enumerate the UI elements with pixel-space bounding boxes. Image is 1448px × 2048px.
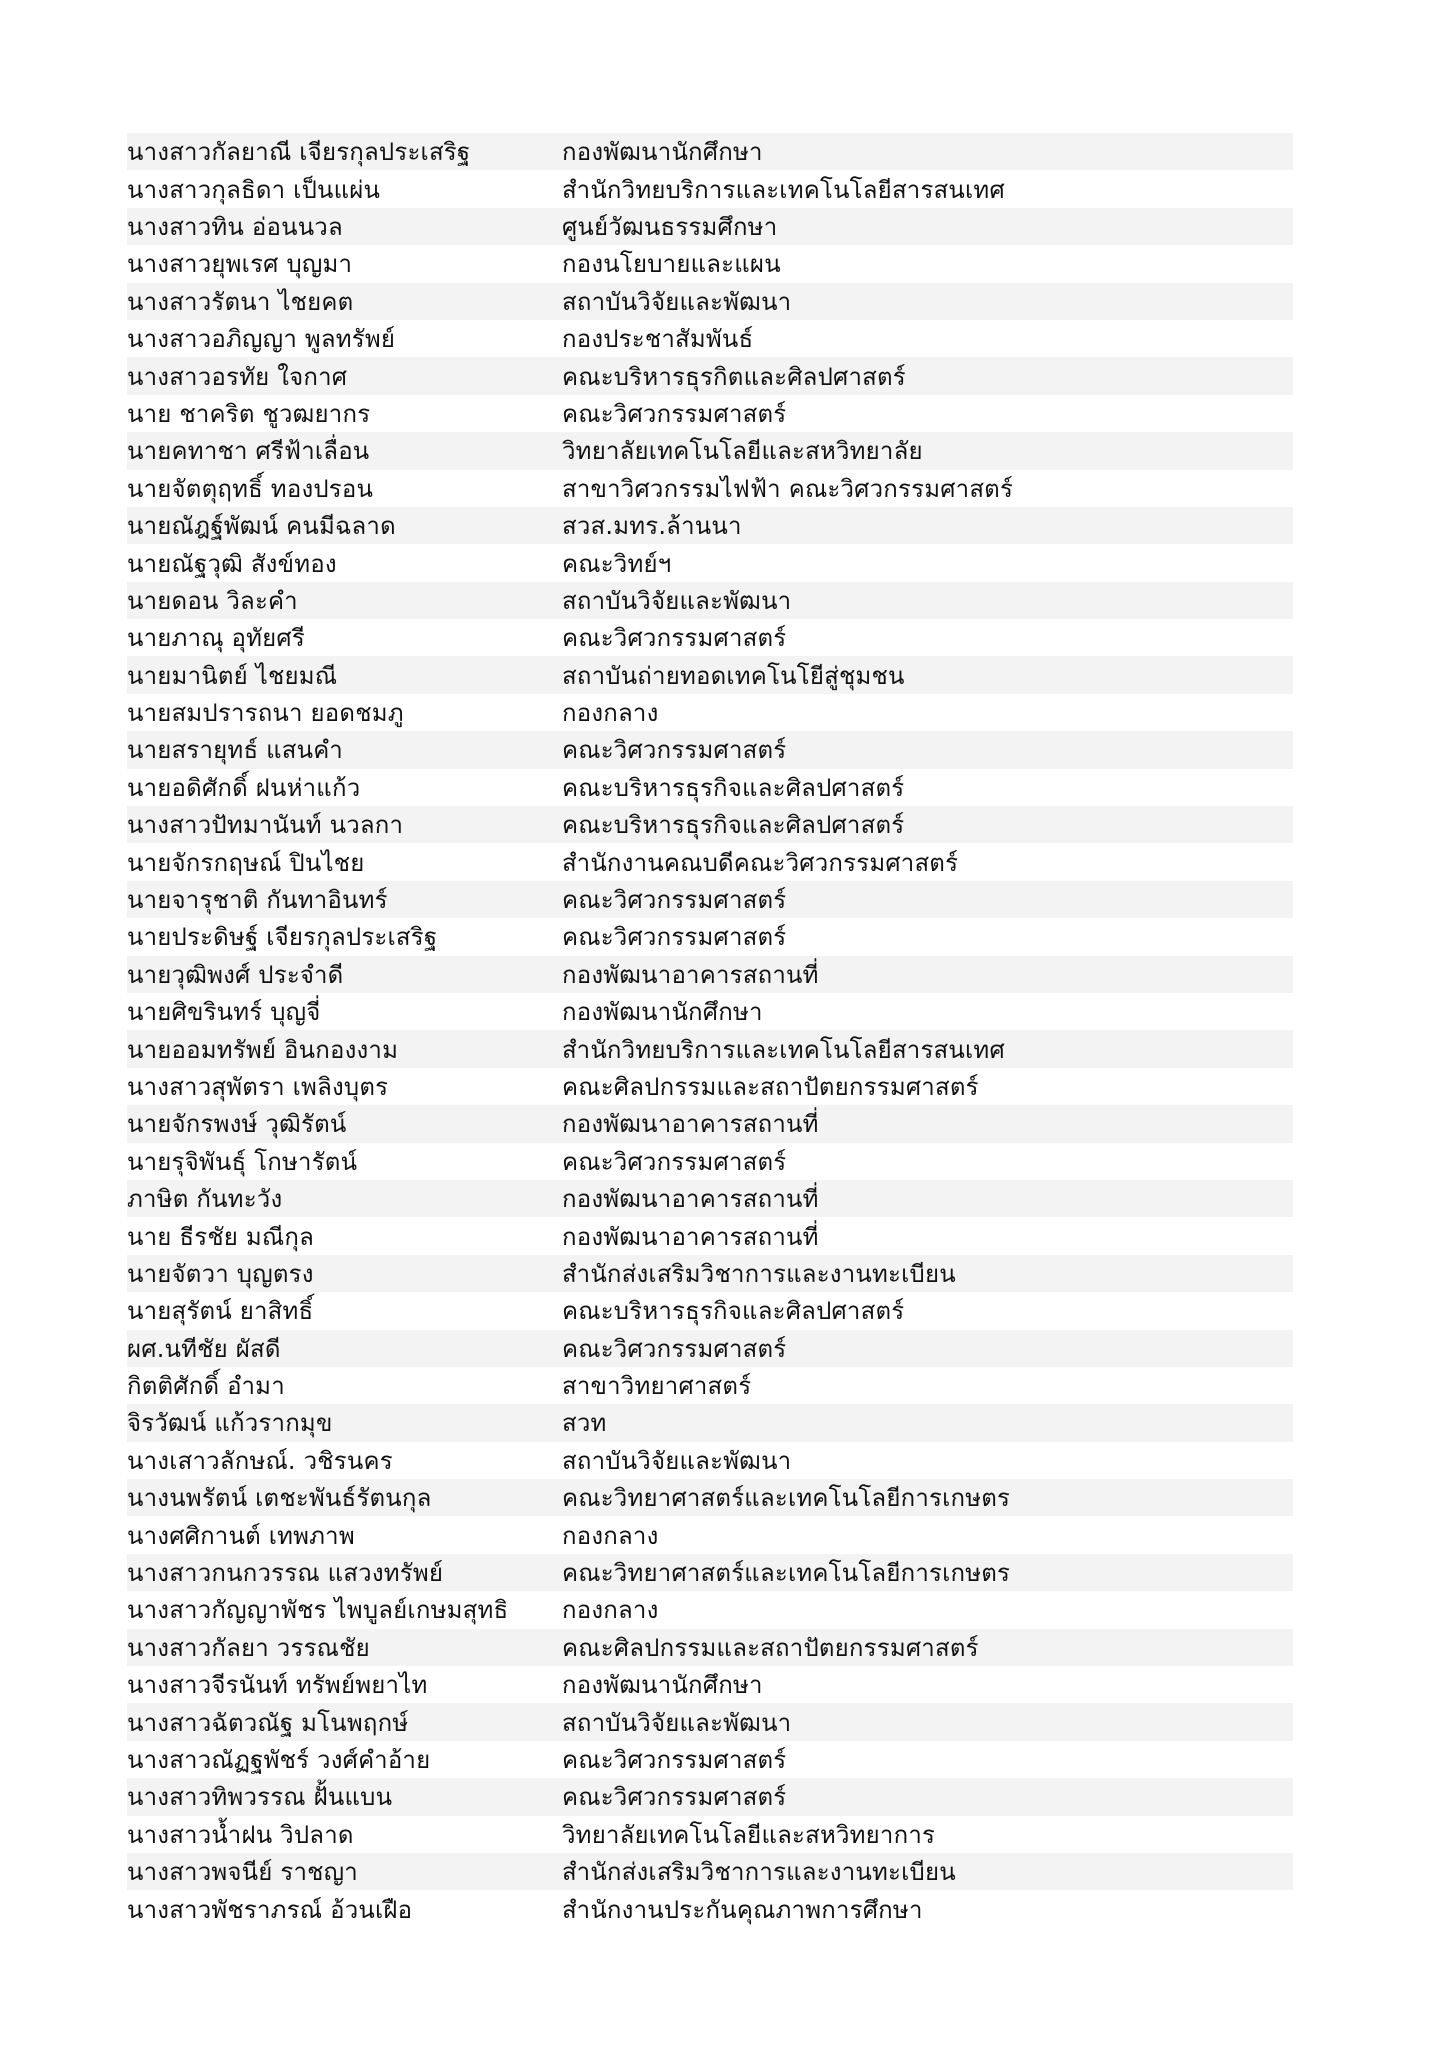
participant-list bbox=[127, 133, 1293, 1928]
affiliation: คณะวิศวกรรมศาสตร์ bbox=[562, 736, 787, 765]
affiliation: กองนโยบายและแผน bbox=[562, 250, 781, 279]
person-name: นายจักรกฤษณ์ ปินไชย bbox=[127, 848, 365, 877]
person-name: ผศ.นทีชัย ผัสดี bbox=[127, 1334, 281, 1363]
person-name: นายสมปรารถนา ยอดชมภู bbox=[127, 699, 404, 728]
affiliation: กองกลาง bbox=[562, 1521, 659, 1550]
list-row bbox=[127, 1330, 1293, 1367]
person-name: นางสาวกัลยาณี เจียรกุลประเสริฐ bbox=[127, 138, 471, 167]
list-row bbox=[127, 1442, 1293, 1479]
list-row bbox=[127, 881, 1293, 918]
affiliation: คณะวิทย์ฯ bbox=[562, 549, 672, 578]
list-row bbox=[127, 320, 1293, 357]
person-name: นางสาวณัฏฐพัชร์ วงศ์คำอ้าย bbox=[127, 1746, 431, 1774]
list-row bbox=[127, 1554, 1293, 1591]
person-name: นายณัฎฐ์พัฒน์ คนมีฉลาด bbox=[127, 512, 396, 541]
affiliation: วิทยาลัยเทคโนโลยีและสหวิทยาการ bbox=[562, 1820, 936, 1849]
affiliation: สถาบันวิจัยและพัฒนา bbox=[562, 586, 792, 615]
person-name: นายออมทรัพย์ อินกองงาม bbox=[127, 1035, 399, 1064]
list-row bbox=[127, 1778, 1293, 1815]
affiliation: กองพัฒนานักศึกษา bbox=[562, 1671, 763, 1700]
affiliation: กองพัฒนาอาคารสถานที่ bbox=[562, 960, 819, 989]
list-row bbox=[127, 1591, 1293, 1628]
affiliation: สำนักวิทยบริการและเทคโนโลยีสารสนเทศ bbox=[562, 175, 1005, 204]
affiliation: คณะวิศวกรรมศาสตร์ bbox=[562, 1746, 787, 1774]
person-name: นายรุจิพันธุ์ โกษารัตน์ bbox=[127, 1147, 358, 1176]
list-row bbox=[127, 918, 1293, 955]
affiliation: คณะวิทยาศาสตร์และเทคโนโลยีการเกษตร bbox=[562, 1559, 1011, 1588]
person-name: นางสาวน้ำฝน วิปลาด bbox=[127, 1820, 354, 1849]
list-row bbox=[127, 170, 1293, 207]
list-row bbox=[127, 769, 1293, 806]
person-name: นายศิขรินทร์ บุญจี่ bbox=[127, 998, 321, 1027]
affiliation: สำนักงานประกันคุณภาพการศึกษา bbox=[562, 1895, 923, 1924]
person-name: นางสาวกนกวรรณ แสวงทรัพย์ bbox=[127, 1559, 444, 1588]
affiliation: กองกลาง bbox=[562, 699, 659, 728]
list-row bbox=[127, 656, 1293, 693]
affiliation: กองพัฒนานักศึกษา bbox=[562, 998, 763, 1027]
affiliation: วิทยาลัยเทคโนโลยีและสหวิทยาลัย bbox=[562, 437, 923, 466]
affiliation: คณะบริหารธุรกิจและศิลปศาสตร์ bbox=[562, 1297, 905, 1326]
person-name: นายดอน วิละคำ bbox=[127, 586, 298, 615]
list-row bbox=[127, 956, 1293, 993]
person-name: นายวุฒิพงศ์ ประจำดี bbox=[127, 960, 344, 989]
affiliation: คณะวิศวกรรมศาสตร์ bbox=[562, 1147, 787, 1176]
list-row bbox=[127, 1255, 1293, 1292]
affiliation: สถาบันถ่ายทอดเทคโนโยีสู่ชุมชน bbox=[562, 661, 905, 690]
affiliation: กองพัฒนาอาคารสถานที่ bbox=[562, 1185, 819, 1214]
list-row bbox=[127, 1741, 1293, 1778]
list-row bbox=[127, 507, 1293, 544]
list-row bbox=[127, 843, 1293, 880]
affiliation: สวท bbox=[562, 1409, 607, 1438]
list-row bbox=[127, 208, 1293, 245]
person-name: นายคทาชา ศรีฟ้าเลื่อน bbox=[127, 437, 370, 466]
affiliation: คณะศิลปกรรมและสถาปัตยกรรมศาสตร์ bbox=[562, 1072, 979, 1101]
list-row bbox=[127, 133, 1293, 170]
affiliation: คณะบริหารธุรกิจและศิลปศาสตร์ bbox=[562, 773, 905, 802]
list-row bbox=[127, 470, 1293, 507]
list-row bbox=[127, 1143, 1293, 1180]
person-name: นายสรายุทธ์ แสนคำ bbox=[127, 736, 343, 765]
person-name: นางสาวกัญญาพัชร ไพบูลย์เกษมสุทธิ bbox=[127, 1596, 509, 1625]
affiliation: คณะบริหารธุรกิจและศิลปศาสตร์ bbox=[562, 811, 905, 840]
affiliation: คณะศิลปกรรมและสถาปัตยกรรมศาสตร์ bbox=[562, 1633, 979, 1662]
list-row bbox=[127, 731, 1293, 768]
person-name: นางสาวกัลยา วรรณชัย bbox=[127, 1633, 370, 1662]
list-row bbox=[127, 1068, 1293, 1105]
affiliation: คณะบริหารธุรกิตและศิลปศาสตร์ bbox=[562, 362, 906, 391]
person-name: นางศศิกานต์ เทพภาพ bbox=[127, 1521, 355, 1550]
person-name: นางสาวรัตนา ไชยคต bbox=[127, 287, 354, 316]
person-name: นางสาวจีรนันท์ ทรัพย์พยาไท bbox=[127, 1671, 428, 1700]
person-name: นายณัฐวุฒิ สังข์ทอง bbox=[127, 549, 337, 578]
person-name: นางสาวอรทัย ใจกาศ bbox=[127, 362, 348, 391]
person-name: นางสาวทิน อ่อนนวล bbox=[127, 212, 343, 241]
person-name: นายจักรพงษ์ วุฒิรัตน์ bbox=[127, 1110, 347, 1139]
list-row bbox=[127, 1853, 1293, 1890]
person-name: นาย ธีรชัย มณีกุล bbox=[127, 1222, 315, 1251]
person-name: นางสาวสุพัตรา เพลิงบุตร bbox=[127, 1072, 389, 1101]
list-row bbox=[127, 1217, 1293, 1254]
person-name: นางสาวกุลธิดา เป็นแผ่น bbox=[127, 175, 381, 204]
person-name: นายมานิตย์ ไชยมณี bbox=[127, 661, 338, 690]
list-row bbox=[127, 619, 1293, 656]
affiliation: คณะวิทยาศาสตร์และเทคโนโลยีการเกษตร bbox=[562, 1484, 1011, 1513]
affiliation: คณะวิศวกรรมศาสตร์ bbox=[562, 1334, 787, 1363]
person-name: นายจัตวา บุญตรง bbox=[127, 1259, 314, 1288]
affiliation: กองพัฒนานักศึกษา bbox=[562, 138, 763, 167]
person-name: นางเสาวลักษณ์. วชิรนคร bbox=[127, 1446, 393, 1475]
affiliation: สวส.มทร.ล้านนา bbox=[562, 512, 742, 541]
list-row bbox=[127, 1890, 1293, 1927]
person-name: นางสาวพัชราภรณ์ อ้วนเฝือ bbox=[127, 1895, 413, 1924]
list-row bbox=[127, 993, 1293, 1030]
affiliation: กองกลาง bbox=[562, 1596, 659, 1625]
person-name: นายจัตตุฤทธิ์ ทองปรอน bbox=[127, 474, 374, 503]
person-name: นางสาวพจนีย์ ราชญา bbox=[127, 1858, 358, 1887]
affiliation: สำนักส่งเสริมวิชาการและงานทะเบียน bbox=[562, 1858, 956, 1887]
affiliation: กองประชาสัมพันธ์ bbox=[562, 325, 754, 354]
person-name: กิตติศักดิ์ อำมา bbox=[127, 1372, 285, 1401]
affiliation: กองพัฒนาอาคารสถานที่ bbox=[562, 1110, 819, 1139]
list-row bbox=[127, 582, 1293, 619]
list-row bbox=[127, 395, 1293, 432]
list-row bbox=[127, 1367, 1293, 1404]
affiliation: สถาบันวิจัยและพัฒนา bbox=[562, 287, 792, 316]
affiliation: คณะวิศวกรรมศาสตร์ bbox=[562, 624, 787, 653]
list-row bbox=[127, 694, 1293, 731]
person-name: นางสาวทิพวรรณ ฝั้นแบน bbox=[127, 1783, 393, 1812]
affiliation: สาขาวิศวกรรมไฟฟ้า คณะวิศวกรรมศาสตร์ bbox=[562, 474, 1014, 503]
affiliation: คณะวิศวกรรมศาสตร์ bbox=[562, 923, 787, 952]
person-name: ภาษิต กันทะวัง bbox=[127, 1185, 283, 1214]
affiliation: คณะวิศวกรรมศาสตร์ bbox=[562, 399, 787, 428]
affiliation: สำนักส่งเสริมวิชาการและงานทะเบียน bbox=[562, 1259, 956, 1288]
list-row bbox=[127, 1292, 1293, 1329]
list-row bbox=[127, 1030, 1293, 1067]
person-name: นางนพรัตน์ เตชะพันธ์รัตนกุล bbox=[127, 1484, 432, 1513]
affiliation: คณะวิศวกรรมศาสตร์ bbox=[562, 1783, 787, 1812]
list-row bbox=[127, 1180, 1293, 1217]
list-row bbox=[127, 1479, 1293, 1516]
affiliation: สถาบันวิจัยและพัฒนา bbox=[562, 1708, 792, 1737]
person-name: นายจารุชาติ กันทาอินทร์ bbox=[127, 886, 388, 915]
person-name: นาย ชาคริต ชูวฒยากร bbox=[127, 399, 371, 428]
person-name: นายอดิศักดิ์ ฝนห่าแก้ว bbox=[127, 773, 361, 802]
list-row bbox=[127, 806, 1293, 843]
affiliation: สถาบันวิจัยและพัฒนา bbox=[562, 1446, 792, 1475]
person-name: จิรวัฒน์ แก้วรากมุข bbox=[127, 1409, 333, 1438]
person-name: นางสาวปัทมานันท์ นวลกา bbox=[127, 811, 404, 840]
person-name: นายสุรัตน์ ยาสิทธิ์ bbox=[127, 1297, 314, 1326]
list-row bbox=[127, 283, 1293, 320]
person-name: นางสาวยุพเรศ บุญมา bbox=[127, 250, 353, 279]
person-name: นางสาวฉัตวณัฐ มโนพฤกษ์ bbox=[127, 1708, 409, 1737]
list-row bbox=[127, 245, 1293, 282]
affiliation: สำนักงานคณบดีคณะวิศวกรรมศาสตร์ bbox=[562, 848, 959, 877]
list-row bbox=[127, 1516, 1293, 1553]
affiliation: ศูนย์วัฒนธรรมศึกษา bbox=[562, 212, 778, 241]
person-name: นายภาณุ อุทัยศรี bbox=[127, 624, 305, 653]
person-name: นางสาวอภิญญา พูลทรัพย์ bbox=[127, 325, 396, 354]
list-row bbox=[127, 1666, 1293, 1703]
list-row bbox=[127, 432, 1293, 469]
list-row bbox=[127, 1703, 1293, 1740]
list-row bbox=[127, 1816, 1293, 1853]
person-name: นายประดิษฐ์ เจียรกุลประเสริฐ bbox=[127, 923, 438, 952]
affiliation: คณะวิศวกรรมศาสตร์ bbox=[562, 886, 787, 915]
affiliation: สาขาวิทยาศาสตร์ bbox=[562, 1372, 752, 1401]
list-row bbox=[127, 357, 1293, 394]
affiliation: กองพัฒนาอาคารสถานที่ bbox=[562, 1222, 819, 1251]
list-row bbox=[127, 1629, 1293, 1666]
affiliation: สำนักวิทยบริการและเทคโนโลยีสารสนเทศ bbox=[562, 1035, 1005, 1064]
list-row bbox=[127, 544, 1293, 581]
list-row bbox=[127, 1404, 1293, 1441]
list-row bbox=[127, 1105, 1293, 1142]
